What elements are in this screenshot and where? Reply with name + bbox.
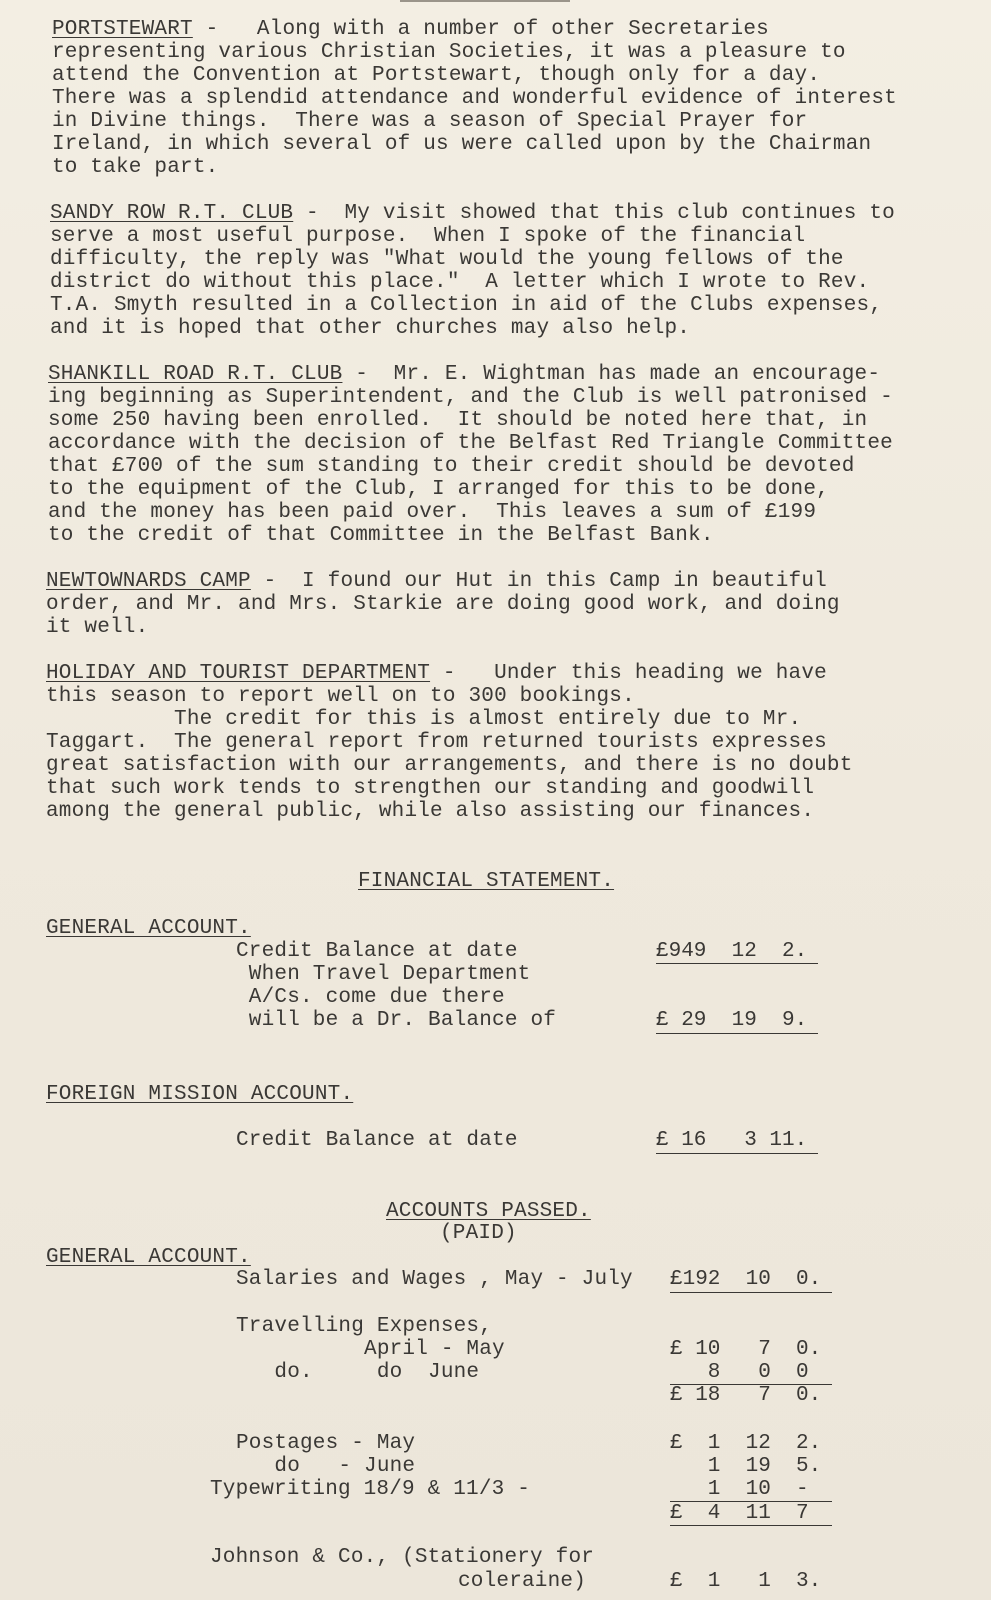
typewriting-amount: 1 10 - xyxy=(670,1478,809,1501)
financial-row-label: Credit Balance at date xyxy=(236,1129,518,1152)
text-line: difficulty, the reply was "What would the young fellows of the xyxy=(50,248,844,271)
text-line: and the money has been paid over. This leaves a sum of £199 xyxy=(48,501,817,524)
travelling-total: £ 18 7 0. xyxy=(670,1384,822,1407)
text-line: There was a splendid attendance and wonderful evidence of interest xyxy=(52,87,897,110)
travelling-row-amount: 8 0 0 xyxy=(670,1361,809,1384)
section-newtownards-line-0: NEWTOWNARDS CAMP - I found our Hut in this Camp in beautiful xyxy=(46,570,827,593)
text-line: that such work tends to strengthen our standing and goodwill xyxy=(46,777,815,800)
text-line: Taggart. The general report from returned tourists expresses xyxy=(46,731,827,754)
financial-row-label: When Travel Department xyxy=(236,963,531,986)
text-line: T.A. Smyth resulted in a Collection in aid of the Clubs expenses, xyxy=(50,294,883,317)
postage-row-label: Postages - May xyxy=(236,1432,416,1455)
top-rule xyxy=(400,0,570,2)
section-portstewart-line-0: PORTSTEWART - Along with a number of other Secretaries xyxy=(52,18,769,41)
text-line: that £700 of the sum standing to their credit should be devoted xyxy=(48,455,855,478)
amount-underline xyxy=(656,963,818,964)
text-line: great satisfaction with our arrangements, and there is no doubt xyxy=(46,754,853,777)
financial-row-label: Credit Balance at date xyxy=(236,940,518,963)
text-line: it well. xyxy=(46,616,149,639)
amount-underline xyxy=(670,1292,832,1293)
travelling-row-amount: £ 10 7 0. xyxy=(670,1338,822,1361)
postage-row-label: do - June xyxy=(236,1455,416,1478)
text-line: The credit for this is almost entirely due to Mr. xyxy=(46,708,802,731)
section-heading-portstewart: PORTSTEWART xyxy=(52,18,193,41)
financial-row-amount: £ 29 19 9. xyxy=(656,1009,808,1032)
section-heading-holiday: HOLIDAY AND TOURIST DEPARTMENT xyxy=(46,662,431,685)
financial-row-label: will be a Dr. Balance of xyxy=(236,1009,557,1032)
johnson-amount: £ 1 1 3. xyxy=(670,1570,822,1593)
salaries-amount: £192 10 0. xyxy=(670,1268,822,1291)
section-heading-shankill: SHANKILL ROAD R.T. CLUB xyxy=(48,363,343,386)
johnson-label-line-2: coleraine) xyxy=(458,1570,587,1593)
text-line: to take part. xyxy=(52,156,219,179)
typewriting-label: Typewriting 18/9 & 11/3 - xyxy=(210,1478,531,1501)
text-line: accordance with the decision of the Belfast Red Triangle Committee xyxy=(48,432,893,455)
text-line: in Divine things. There was a season of Special Prayer for xyxy=(52,110,808,133)
amount-underline xyxy=(656,1033,818,1034)
text-line: Ireland, in which several of us were called upon by the Chairman xyxy=(52,133,872,156)
postage-row-amount: £ 1 12 2. xyxy=(670,1432,822,1455)
text-line: ing beginning as Superintendent, and the Club is well patronised - xyxy=(48,386,893,409)
text-line: among the general public, while also assisting our finances. xyxy=(46,800,815,823)
johnson-label-line-1: Johnson & Co., (Stationery for xyxy=(210,1546,595,1569)
financial-row-amount: £949 12 2. xyxy=(656,940,808,963)
text-line: attend the Convention at Portstewart, though only for a day. xyxy=(52,64,821,87)
text-line: to the credit of that Committee in the Belfast Bank. xyxy=(48,524,714,547)
text-line: and it is hoped that other churches may also help. xyxy=(50,317,691,340)
total-underline xyxy=(670,1525,832,1526)
text-line: some 250 having been enrolled. It should be noted here that, in xyxy=(48,409,868,432)
text-line: district do without this place." A letter which I wrote to Rev. xyxy=(50,271,870,294)
accounts-general-heading: GENERAL ACCOUNT. xyxy=(46,1246,251,1269)
accounts-passed-subtitle: (PAID) xyxy=(440,1222,517,1245)
general-account-heading: GENERAL ACCOUNT. xyxy=(46,917,251,940)
text-line: this season to report well on to 300 bookings. xyxy=(46,685,635,708)
section-sandy-row-line-0: SANDY ROW R.T. CLUB - My visit showed that this club continues to xyxy=(50,202,895,225)
section-heading-newtownards: NEWTOWNARDS CAMP xyxy=(46,570,251,593)
travelling-row-label: do. do June xyxy=(236,1361,480,1384)
text-line: serve a most useful purpose. When I spoke of the financial xyxy=(50,225,806,248)
text-line: to the equipment of the Club, I arranged for this to be done, xyxy=(48,478,829,501)
postage-row-amount: 1 19 5. xyxy=(670,1455,822,1478)
financial-row-amount: £ 16 3 11. xyxy=(656,1129,808,1152)
travelling-title: Travelling Expenses, xyxy=(236,1315,493,1338)
accounts-passed-title: ACCOUNTS PASSED. xyxy=(386,1200,591,1223)
foreign-mission-heading: FOREIGN MISSION ACCOUNT. xyxy=(46,1083,354,1106)
financial-statement-title: FINANCIAL STATEMENT. xyxy=(358,870,615,893)
text-line: representing various Christian Societies, it was a pleasure to xyxy=(52,41,846,64)
salaries-label: Salaries and Wages , May - July xyxy=(236,1268,633,1291)
financial-row-label: A/Cs. come due there xyxy=(236,986,505,1009)
section-holiday-line-0: HOLIDAY AND TOURIST DEPARTMENT - Under this heading we have xyxy=(46,662,827,685)
text-line: order, and Mr. and Mrs. Starkie are doing good work, and doing xyxy=(46,593,840,616)
section-shankill-line-0: SHANKILL ROAD R.T. CLUB - Mr. E. Wightman has made an encourage- xyxy=(48,363,881,386)
section-heading-sandy-row: SANDY ROW R.T. CLUB xyxy=(50,202,294,225)
amount-underline xyxy=(656,1153,818,1154)
travelling-row-label: April - May xyxy=(236,1338,505,1361)
postage-total: £ 4 11 7 xyxy=(670,1502,809,1525)
